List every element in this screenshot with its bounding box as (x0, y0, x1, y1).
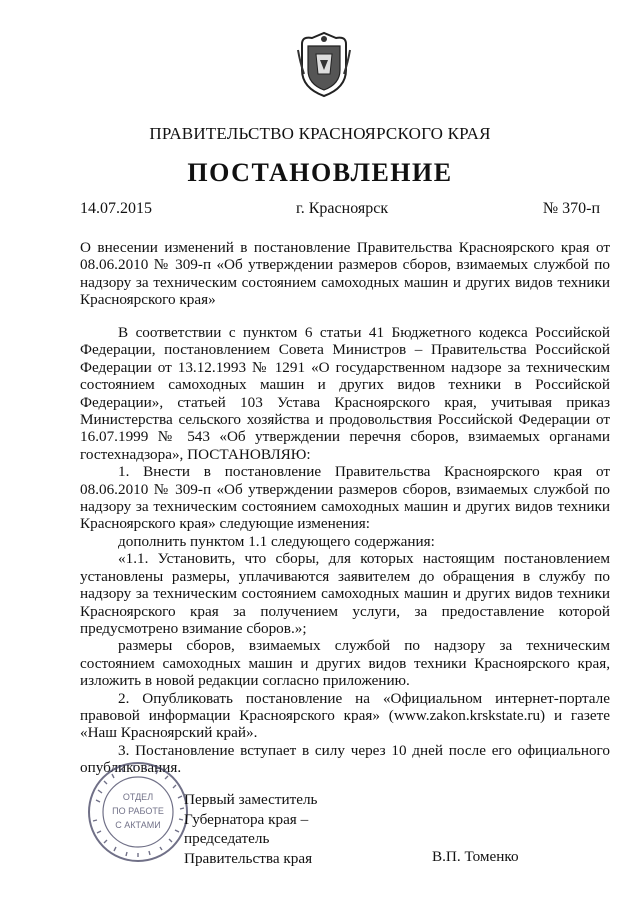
document-number: № 370-п (542, 200, 600, 217)
paragraph-2: 2. Опубликовать постановление на «Официальном интернет-портале правовой информации Красноярского края» (www.zakon.krskstate.ru) и газете «Наш Красноярский край». (80, 689, 610, 742)
signatory-name: В.П. Томенко (432, 848, 519, 865)
signature-line-2: Губернатора края – (184, 810, 309, 828)
preamble-paragraph: В соответствии с пунктом 6 статьи 41 Бюджетного кодекса Российской Федерации, постановлением Совета Министров – Правительства Российской Федерации от 13.12.1993 № 1291 «О государственном надзоре за техническим состоянием самоходных машин и других видов техники в Российской Федерации», статьей 103 Устава Красноярского края, учитывая приказ Министерства сельского хозяйства и продовольствия Российской Федерации от 16.07.1999 № 543 «Об утверждении перечня сборов, взимаемых органами гостехнадзора», ПОСТАНОВЛЯЮ: (80, 324, 610, 463)
document-type-heading: ПОСТАНОВЛЕНИЕ (187, 158, 453, 187)
organization-title: ПРАВИТЕЛЬСТВО КРАСНОЯРСКОГО КРАЯ (149, 124, 491, 143)
signature-line-4: Правительства края (184, 849, 313, 867)
paragraph-1c: размеры сборов, взимаемых службой по надзору за техническим состоянием самоходных машин и других видов техники Красноярского края, изложить в новой редакции согласно приложению. (80, 637, 610, 690)
coat-of-arms-emblem (296, 30, 352, 98)
document-date: 14.07.2015 (80, 200, 152, 217)
stamp-line-3: С АКТАМИ (115, 820, 161, 830)
stamp-line-2: ПО РАБОТЕ (112, 806, 164, 816)
paragraph-1b: «1.1. Установить, что сборы, для которых настоящим постановлением установлены размеры, уплачиваются заявителем до обращения в службу по надзору за техническим состоянием самоходных машин и других видов техники Красноярского края за получением услуги, за предоставление которой предусмотрено взимание сборов.»; (80, 550, 610, 637)
signature-block (184, 790, 317, 868)
document-city: г. Красноярск (296, 200, 389, 217)
subject-text: О внесении изменений в постановление Правительства Красноярского края от 08.06.2010 № 309-п «Об утверждении размеров сборов, взимаемых службой по надзору за техническим состоянием самоходных машин и других видов техники Красноярского края» (80, 239, 610, 309)
paragraph-1a: дополнить пунктом 1.1 следующего содержания: (118, 532, 435, 550)
stamp-line-1: ОТДЕЛ (122, 792, 154, 802)
document-subject (80, 239, 610, 309)
paragraph-1: 1. Внести в постановление Правительства Красноярского края от 08.06.2010 № 309-п «Об утверждении размеров сборов, взимаемых службой по надзору за техническим состоянием самоходных машин и других видов техники Красноярского края» следующие изменения: (80, 463, 610, 533)
paragraph-3: 3. Постановление вступает в силу через 10 дней после его официального опубликования. (80, 741, 610, 777)
signature-line-3: председатель (184, 830, 270, 848)
document-body (80, 324, 610, 777)
signature-line-1: Первый заместитель (184, 791, 318, 808)
official-stamp (86, 760, 190, 864)
